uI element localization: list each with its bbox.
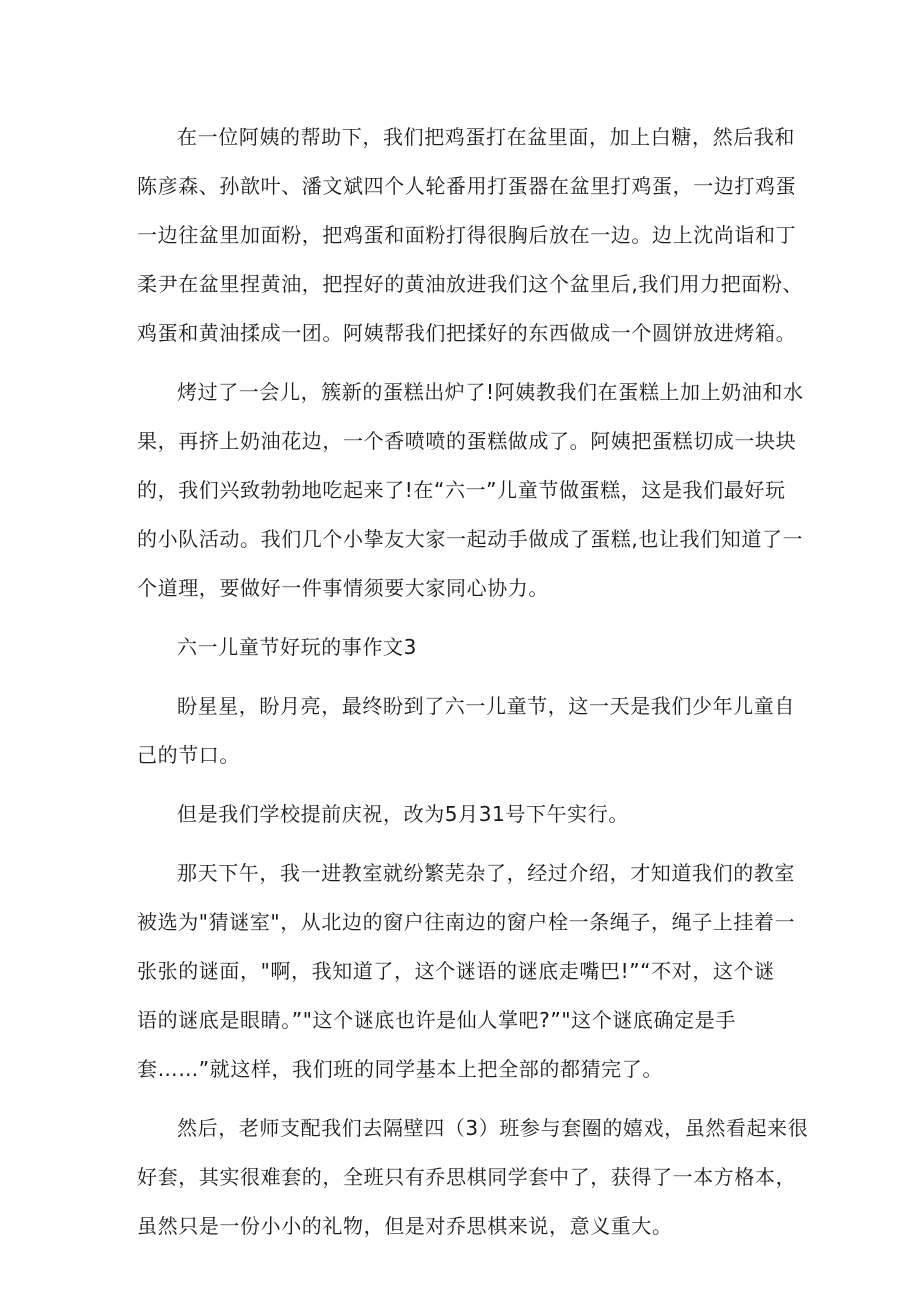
heading-text: 六一儿童节好玩的事作文3 <box>177 635 417 659</box>
text-line: 陈彦森、孙歆叶、潘文斌四个人轮番用打蛋器在盆里打鸡蛋，一边打鸡蛋 <box>137 174 797 198</box>
text-line: 鸡蛋和黄油揉成一团。阿姨帮我们把揉好的东西做成一个圆饼放进烤箱。 <box>137 321 797 345</box>
text-line: 被选为"猜谜室"，从北边的窗户往南边的窗户栓一条绳子，绳子上挂着一 <box>137 910 796 934</box>
text-line: 的，我们兴致勃勃地吃起来了!在“六一”儿童节做蛋糕，这是我们最好玩 <box>137 478 786 502</box>
text-line: 盼星星，盼月亮，最终盼到了六一儿童节，这一天是我们少年儿童自 <box>177 694 795 718</box>
paragraph <box>137 682 795 780</box>
text-line: 的小队活动。我们几个小挚友大家一起动手做成了蛋糕,也让我们知道了一 <box>137 527 804 551</box>
section-heading <box>137 623 787 672</box>
paragraph <box>137 368 804 613</box>
text-line: 己的节口。 <box>137 743 240 767</box>
text-line: 虽然只是一份小小的礼物，但是对乔思棋来说，意义重大。 <box>137 1214 673 1238</box>
paragraph <box>137 1104 809 1251</box>
text-line: 柔尹在盆里捏黄油，把捏好的黄油放进我们这个盆里后,我们用力把面粉、 <box>137 272 804 296</box>
text-line: 套……”就这样，我们班的同学基本上把全部的都猜完了。 <box>137 1057 663 1081</box>
paragraph <box>137 849 796 1094</box>
text-line: 个道理，要做好一件事情须要大家同心协力。 <box>137 576 549 600</box>
text-line: 果，再挤上奶油花边，一个香喷喷的蛋糕做成了。阿姨把蛋糕切成一块块 <box>137 429 797 453</box>
text-line: 然后，老师支配我们去隔壁四（3）班参与套圈的嬉戏，虽然看起来很 <box>177 1116 809 1140</box>
text-line: 在一位阿姨的帮助下，我们把鸡蛋打在盆里面，加上白糖，然后我和 <box>177 125 795 149</box>
paragraph <box>137 113 804 358</box>
text-line: 好套，其实很难套的，全班只有乔思棋同学套中了，获得了一本方格本， <box>137 1165 797 1189</box>
text-line: 但是我们学校提前庆祝，改为5月31号下午实行。 <box>177 802 629 826</box>
text-line: 一边往盆里加面粉，把鸡蛋和面粉打得很胸后放在一边。边上沈尚诣和丁 <box>137 223 797 247</box>
text-line: 那天下午，我一进教室就纷繁芜杂了，经过介绍，才知道我们的教室 <box>177 861 795 885</box>
text-line: 张张的谜面，"啊，我知道了，这个谜语的谜底走嘴巴!”“不对，这个谜 <box>137 959 775 983</box>
paragraph <box>137 790 787 839</box>
document-body <box>137 113 809 1251</box>
text-line: 烤过了一会儿，簇新的蛋糕出炉了!阿姨教我们在蛋糕上加上奶油和水 <box>177 380 804 404</box>
text-line: 语的谜底是眼睛。”"这个谜底也许是仙人掌吧?”"这个谜底确定是手 <box>137 1008 736 1032</box>
